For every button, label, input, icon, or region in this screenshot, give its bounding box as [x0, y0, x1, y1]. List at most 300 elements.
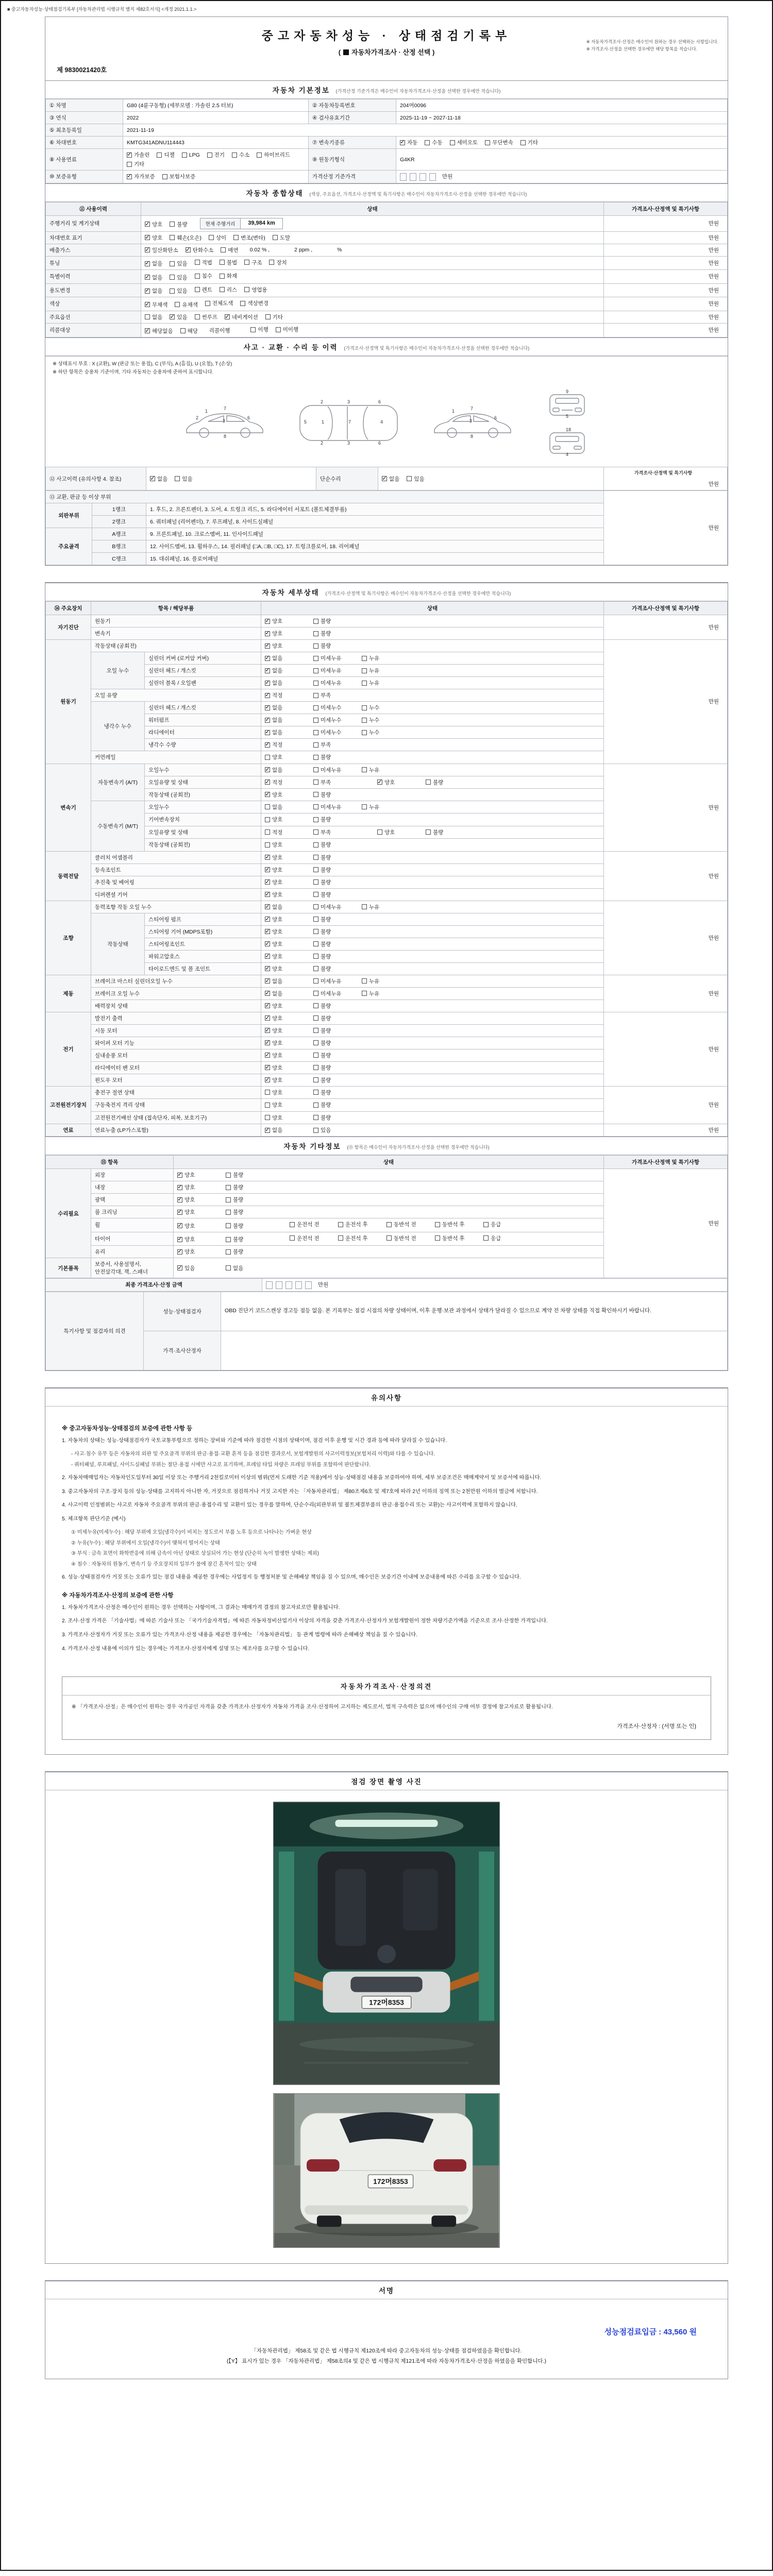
rank-items: 1. 후드, 2. 프론트펜더, 3. 도어, 4. 트렁크 리드, 5. 라디에이터 서포트 (볼트체결부품)	[146, 503, 604, 516]
checkbox-checked[interactable]	[145, 301, 167, 309]
device-item-state	[261, 1111, 604, 1124]
checkbox-unchecked[interactable]	[313, 1027, 359, 1035]
checkbox-box	[195, 314, 200, 319]
checkbox-checked[interactable]	[265, 878, 310, 886]
checkbox-unchecked[interactable]	[250, 326, 268, 333]
checkbox-unchecked[interactable]	[226, 1248, 271, 1256]
checkbox-unchecked[interactable]	[127, 160, 144, 168]
checkbox-unchecked[interactable]	[265, 803, 310, 811]
checkbox-box	[313, 1040, 318, 1045]
car-view-rr	[543, 426, 592, 459]
checkbox-checked[interactable]	[265, 654, 310, 662]
checkbox-unchecked[interactable]	[265, 816, 310, 823]
device-item-state	[261, 1037, 604, 1049]
device-group-label: 조향	[46, 901, 91, 975]
checkbox-label: 없음	[272, 717, 283, 723]
checkbox-unchecked[interactable]	[290, 1221, 335, 1228]
checkbox-unchecked[interactable]	[313, 753, 359, 761]
checkbox-group	[265, 1101, 362, 1109]
checkbox-box	[362, 681, 367, 686]
checkbox-unchecked[interactable]	[226, 1171, 271, 1179]
car-view-top	[296, 397, 401, 449]
device-item-label: 워터펌프	[145, 714, 261, 726]
checkbox-checked[interactable]	[265, 1027, 310, 1035]
checkbox-unchecked[interactable]	[175, 301, 197, 309]
checkbox-checked[interactable]	[265, 630, 310, 637]
checkbox-checked[interactable]	[170, 313, 187, 321]
checkbox-label: 네비게이션	[232, 314, 258, 320]
checkbox-unchecked[interactable]	[362, 728, 407, 736]
checkbox-unchecked[interactable]	[313, 716, 359, 724]
checkbox-unchecked[interactable]	[220, 259, 237, 266]
checkbox-unchecked[interactable]	[170, 274, 187, 281]
checkbox-unchecked[interactable]	[226, 1208, 271, 1216]
checkbox-group	[265, 766, 410, 774]
checkbox-unchecked[interactable]	[145, 313, 162, 321]
checkbox-checked[interactable]	[265, 854, 310, 861]
checkbox-unchecked[interactable]	[170, 260, 187, 267]
notice-subitem: - 사고·침수 유무 등은 자동차의 외판 및 주요골격 부위의 판금·용접·교환 흔적 등을 점검한 결과로서, 보험개발원의 사고이력정보(보험처리 이력)와 다를 수 있습니다.	[71, 1451, 435, 1458]
checkbox-label: 양호	[272, 1040, 283, 1046]
checkbox-unchecked[interactable]	[313, 953, 359, 960]
checkbox-unchecked[interactable]	[162, 173, 196, 180]
checkbox-unchecked[interactable]	[205, 299, 233, 307]
checkbox-checked[interactable]	[265, 903, 310, 911]
checkbox-unchecked[interactable]	[338, 1234, 383, 1242]
checkbox-box	[233, 235, 239, 240]
checkbox-box	[313, 1103, 318, 1108]
checkbox-unchecked[interactable]	[313, 940, 359, 948]
checkbox-unchecked[interactable]	[313, 1014, 359, 1022]
checkbox-unchecked[interactable]	[273, 234, 290, 242]
checkbox-group	[265, 1126, 362, 1134]
checkbox-box	[313, 941, 318, 946]
checkbox-label: 없음	[152, 274, 163, 281]
checkbox-box	[265, 817, 270, 822]
checkbox-label: 불량	[321, 754, 331, 760]
checkbox-unchecked[interactable]	[313, 1076, 359, 1084]
checkbox-unchecked[interactable]	[313, 1126, 359, 1134]
checkbox-unchecked[interactable]	[276, 326, 298, 333]
checkbox-box	[313, 792, 318, 797]
section-detail-title	[45, 583, 728, 601]
checkbox-checked[interactable]	[265, 766, 310, 774]
checkbox-box	[313, 1053, 318, 1058]
checkbox-checked[interactable]	[265, 1014, 310, 1022]
checkbox-label: 불량	[433, 779, 444, 786]
checkbox-unchecked[interactable]	[244, 259, 262, 266]
checkbox-unchecked[interactable]	[426, 828, 471, 836]
checkbox-label: 부족	[321, 779, 331, 786]
checkbox-unchecked[interactable]	[180, 327, 198, 335]
checkbox-box	[313, 855, 318, 860]
checkbox-label: 양호	[272, 1077, 283, 1083]
checkbox-group	[265, 903, 410, 911]
device-item-state	[261, 1061, 604, 1074]
checkbox-unchecked[interactable]	[313, 803, 359, 811]
checkbox-unchecked[interactable]	[362, 667, 407, 674]
device-item-label: 작동상태 (공회전)	[91, 640, 261, 652]
checkbox-unchecked[interactable]	[313, 1114, 359, 1122]
checkbox-unchecked[interactable]	[265, 1114, 310, 1122]
checkbox-unchecked[interactable]	[362, 990, 407, 997]
checkbox-label: 양호	[152, 234, 163, 241]
etc-item-state	[174, 1232, 604, 1246]
checkbox-unchecked[interactable]	[313, 1002, 359, 1010]
checkbox-checked[interactable]	[265, 1052, 310, 1059]
checkbox-label: 양호	[272, 1089, 283, 1096]
checkbox-checked[interactable]	[265, 990, 310, 997]
checkbox-unchecked[interactable]	[182, 152, 200, 158]
checkbox-label: 양호	[184, 1184, 195, 1191]
checkbox-label: 없음	[272, 668, 283, 674]
rank-items: 9. 프론트패널, 10. 크로스멤버, 11. 인사이드패널	[146, 528, 604, 540]
checkbox-unchecked[interactable]	[313, 1052, 359, 1059]
checkbox-checked[interactable]	[150, 475, 167, 483]
checkbox-checked[interactable]	[145, 221, 162, 228]
checkbox-unchecked[interactable]	[313, 667, 359, 674]
device-item-state	[261, 714, 604, 726]
notice-item: 3. 중고자동차의 구조·장치 등의 성능·상태를 고지하지 아니한 자, 거짓으로 점검하거나 거짓 고지한 자는 「자동차관리법」 제80조제6호 및 제7호에 따라 2년 이하의 징역 또는 2천만원 이하의 벌금에 처합니다.	[62, 1488, 538, 1495]
table-row	[46, 137, 728, 149]
checkbox-unchecked[interactable]	[244, 286, 267, 294]
checkbox-box: ✓	[265, 903, 270, 910]
device-item-state	[261, 839, 604, 852]
checkbox-unchecked[interactable]	[407, 475, 424, 483]
document-header	[45, 17, 728, 80]
checkbox-label: 화재	[226, 273, 238, 280]
checkbox-checked[interactable]	[265, 1064, 310, 1072]
checkbox-unchecked[interactable]	[257, 151, 290, 159]
checkbox-unchecked[interactable]	[313, 1101, 359, 1109]
checkbox-group	[265, 1064, 362, 1072]
checkbox-box: ✓	[265, 1076, 270, 1083]
checkbox-box	[338, 1235, 343, 1241]
checkbox-unchecked[interactable]	[265, 1089, 310, 1096]
etc-col-state: 상태	[174, 1156, 604, 1169]
checkbox-checked[interactable]	[265, 1039, 310, 1047]
checkbox-checked[interactable]	[145, 260, 162, 267]
checkbox-unchecked[interactable]	[483, 1221, 529, 1228]
checkbox-group	[195, 272, 245, 280]
digit-box	[276, 1281, 282, 1289]
checkbox-unchecked[interactable]	[265, 828, 310, 836]
checkbox-group	[265, 617, 362, 625]
checkbox-checked[interactable]	[145, 274, 162, 281]
checkbox-box: ✓	[265, 1002, 270, 1009]
checkbox-checked[interactable]	[265, 667, 310, 674]
checkbox-checked[interactable]	[265, 940, 310, 948]
checkbox-label: 영업용	[251, 286, 267, 293]
checkbox-box	[313, 631, 318, 636]
checkbox-box	[265, 755, 270, 760]
checkbox-checked[interactable]	[265, 704, 310, 711]
device-item-state	[261, 901, 604, 913]
checkbox-unchecked[interactable]	[485, 139, 513, 146]
checkbox-unchecked[interactable]	[313, 766, 359, 774]
checkbox-unchecked[interactable]	[265, 841, 310, 849]
exchange-header-row	[46, 491, 728, 503]
checkbox-group	[145, 287, 195, 295]
checkbox-checked[interactable]	[382, 475, 399, 483]
checkbox-unchecked[interactable]	[313, 878, 359, 886]
checkbox-checked[interactable]	[265, 642, 310, 650]
checkbox-unchecked[interactable]	[265, 1101, 310, 1109]
detail-title-text: 자동차 세부상태	[262, 589, 320, 597]
checkbox-unchecked[interactable]	[226, 1222, 271, 1230]
checkbox-unchecked[interactable]	[313, 916, 359, 923]
checkbox-unchecked[interactable]	[313, 728, 359, 736]
device-item-label: 스티어링 기어 (MDPS포함)	[145, 925, 261, 938]
checkbox-box	[157, 152, 162, 158]
paren-open: (	[338, 48, 341, 56]
checkbox-unchecked[interactable]	[265, 313, 283, 321]
checkbox-unchecked[interactable]	[313, 1064, 359, 1072]
checkbox-checked[interactable]	[127, 151, 149, 159]
checkbox-label: 무단변속	[492, 140, 513, 146]
checkbox-unchecked[interactable]	[362, 716, 407, 724]
checkbox-checked[interactable]	[145, 234, 162, 242]
checkbox-unchecked[interactable]	[362, 704, 407, 711]
digit-box	[295, 1281, 302, 1289]
checkbox-checked[interactable]	[177, 1208, 223, 1216]
checkbox-unchecked[interactable]	[232, 151, 249, 159]
checkbox-checked[interactable]	[177, 1183, 223, 1191]
checkbox-unchecked[interactable]	[313, 990, 359, 997]
checkbox-box	[386, 1235, 392, 1241]
checkbox-checked[interactable]	[177, 1264, 223, 1272]
price-cell: 만원	[604, 764, 728, 851]
checkbox-checked[interactable]	[145, 327, 173, 335]
checkbox-checked[interactable]	[265, 778, 310, 786]
checkbox-checked[interactable]	[177, 1171, 223, 1179]
checkbox-unchecked[interactable]	[313, 778, 359, 786]
device-item-label: 라디에이터	[145, 726, 261, 739]
checkbox-checked[interactable]	[265, 791, 310, 799]
checkbox-checked[interactable]	[145, 287, 162, 295]
checkbox-checked[interactable]	[265, 617, 310, 625]
panel-number: 18	[566, 427, 572, 432]
checkbox-label: 불량	[321, 631, 331, 637]
checkbox-box: ✓	[145, 221, 150, 227]
checkbox-checked[interactable]	[265, 1126, 310, 1134]
checkbox-label: 불량	[321, 1089, 331, 1096]
checkbox-unchecked[interactable]	[313, 1089, 359, 1096]
checkbox-unchecked[interactable]	[425, 139, 442, 146]
checkbox-checked[interactable]	[265, 1076, 310, 1084]
checkbox-checked[interactable]	[265, 691, 310, 699]
checkbox-label: 적정	[272, 692, 283, 699]
accident-history-state	[146, 467, 316, 490]
checkbox-unchecked[interactable]	[483, 1234, 529, 1242]
checkbox-unchecked[interactable]	[426, 778, 471, 786]
checkbox-unchecked[interactable]	[313, 854, 359, 861]
checkbox-box: ✓	[145, 301, 150, 308]
exchange-label: ⑬ 교환, 판금 등 이상 부위	[46, 491, 604, 503]
checkbox-checked[interactable]	[177, 1222, 223, 1230]
ranks-body	[46, 491, 728, 565]
checkbox-unchecked[interactable]	[435, 1221, 480, 1228]
checkbox-unchecked[interactable]	[226, 1183, 271, 1191]
checkbox-label: 양호	[272, 879, 283, 886]
device-item-label: 파워고압호스	[145, 950, 261, 962]
checkbox-unchecked[interactable]	[170, 287, 187, 295]
checkbox-unchecked[interactable]	[313, 630, 359, 637]
checkbox-label: 양호	[272, 941, 283, 947]
checkbox-unchecked[interactable]	[269, 259, 287, 266]
checkbox-unchecked[interactable]	[290, 1234, 335, 1242]
checkbox-unchecked[interactable]	[195, 313, 217, 321]
checkbox-unchecked[interactable]	[313, 891, 359, 899]
checkbox-checked[interactable]	[265, 866, 310, 874]
checkbox-group	[205, 299, 276, 307]
price-opinion-box	[62, 1676, 711, 1740]
checkbox-unchecked[interactable]	[226, 1196, 271, 1204]
checkbox-label: 동반석 전	[394, 1235, 416, 1242]
checkbox-checked[interactable]	[145, 246, 178, 254]
checkbox-unchecked[interactable]	[362, 654, 407, 662]
checkbox-unchecked[interactable]	[170, 221, 187, 228]
checkbox-unchecked[interactable]	[313, 791, 359, 799]
checkbox-unchecked[interactable]	[313, 928, 359, 936]
checkbox-unchecked[interactable]	[195, 286, 212, 294]
checkbox-checked[interactable]	[177, 1196, 223, 1204]
checkbox-checked[interactable]	[225, 313, 258, 321]
checkbox-unchecked[interactable]	[313, 1039, 359, 1047]
checkbox-box	[313, 1090, 318, 1095]
checkbox-unchecked[interactable]	[226, 1264, 271, 1272]
checkbox-unchecked[interactable]	[265, 753, 310, 761]
checkbox-checked[interactable]	[265, 1002, 310, 1010]
checkbox-checked[interactable]	[127, 173, 155, 180]
checkbox-box	[240, 301, 245, 306]
checkbox-unchecked[interactable]	[313, 654, 359, 662]
checkbox-unchecked[interactable]	[362, 803, 407, 811]
checkbox-unchecked[interactable]	[313, 965, 359, 973]
etc-item-label: 외장	[91, 1169, 174, 1181]
checkbox-unchecked[interactable]	[313, 704, 359, 711]
checkbox-unchecked[interactable]	[220, 286, 237, 294]
panel-number: 3	[347, 440, 350, 446]
section-photos-title	[45, 1772, 728, 1790]
checkbox-unchecked[interactable]	[313, 977, 359, 985]
checkbox-unchecked[interactable]	[313, 841, 359, 849]
checkbox-unchecked[interactable]	[313, 866, 359, 874]
checkbox-unchecked[interactable]	[362, 977, 407, 985]
checkbox-checked[interactable]	[377, 778, 423, 786]
checkbox-unchecked[interactable]	[386, 1221, 432, 1228]
checkbox-label: 운전석 후	[345, 1235, 368, 1242]
checkbox-checked[interactable]	[177, 1235, 223, 1243]
checkbox-unchecked[interactable]	[207, 151, 225, 159]
checkbox-unchecked[interactable]	[226, 1235, 271, 1243]
detail-col-device: ⑭ 주요장치	[46, 602, 91, 615]
checkbox-unchecked[interactable]	[240, 299, 268, 307]
checkbox-checked[interactable]	[265, 728, 310, 736]
checkbox-unchecked[interactable]	[338, 1221, 383, 1228]
warranty-type-label: ⑩ 보증유형	[46, 171, 123, 183]
checkbox-checked[interactable]	[265, 679, 310, 687]
inspection-period-label: ④ 검사유효기간	[309, 112, 396, 124]
checkbox-unchecked[interactable]	[386, 1234, 432, 1242]
accident-history-label: ⑫ 사고이력 (유의사항 4. 참조)	[46, 467, 146, 490]
checkbox-checked[interactable]	[265, 891, 310, 899]
checkbox-unchecked[interactable]	[362, 766, 407, 774]
checkbox-unchecked[interactable]	[313, 691, 359, 699]
checkbox-unchecked[interactable]	[195, 259, 212, 266]
checkbox-unchecked[interactable]	[362, 903, 407, 911]
checkbox-label: 양호	[272, 965, 283, 972]
price-option-checkbox[interactable]	[343, 49, 349, 55]
checkbox-unchecked[interactable]	[157, 151, 174, 159]
checkbox-box	[313, 643, 318, 649]
checkbox-label: 양호	[184, 1172, 195, 1178]
checkbox-group	[265, 891, 362, 899]
checkbox-unchecked[interactable]	[435, 1234, 480, 1242]
legal-line-1: 「자동차관리법」 제58조 및 같은 법 시행규칙 제120조에 따라 중고자동차의 성능·상태를 점검하였음을 확인합니다.	[251, 2347, 522, 2354]
car-submodel-text: (세부모델 : 가솔린 2.5 터보)	[167, 103, 233, 109]
checkbox-box	[313, 656, 318, 661]
checkbox-unchecked[interactable]	[220, 272, 237, 280]
checkbox-label: 디젤	[164, 152, 175, 158]
checkbox-box	[435, 1222, 440, 1227]
checkbox-unchecked[interactable]	[450, 139, 478, 146]
checkbox-checked[interactable]	[177, 1248, 223, 1256]
checkbox-group	[265, 1027, 362, 1035]
device-item-state	[261, 702, 604, 714]
checkbox-checked[interactable]	[400, 139, 417, 146]
checkbox-unchecked[interactable]	[170, 234, 201, 242]
checkbox-checked[interactable]	[265, 916, 310, 923]
checkbox-label: 없음	[233, 1265, 244, 1272]
checkbox-checked[interactable]	[265, 965, 310, 973]
checkbox-unchecked[interactable]	[362, 679, 407, 687]
notice-subitem: ④ 침수 : 자동차의 원동기, 변속기 등 주요장치의 일부가 물에 잠긴 흔적이 있는 상태	[71, 1561, 257, 1567]
panel-number: 4	[566, 452, 569, 457]
checkbox-box: ✓	[382, 475, 387, 482]
checkbox-unchecked[interactable]	[313, 617, 359, 625]
checkbox-box	[362, 978, 367, 984]
checkbox-checked[interactable]	[265, 977, 310, 985]
checkbox-unchecked[interactable]	[520, 139, 538, 146]
checkbox-checked[interactable]	[265, 953, 310, 960]
checkbox-checked[interactable]	[186, 246, 214, 254]
checkbox-label: 미세누수	[321, 717, 342, 723]
checkbox-box	[426, 829, 431, 835]
checkbox-unchecked[interactable]	[313, 679, 359, 687]
checkbox-checked[interactable]	[265, 716, 310, 724]
checkbox-checked[interactable]	[265, 928, 310, 936]
checkbox-unchecked[interactable]	[175, 475, 192, 483]
usage-item-label: 색상	[46, 297, 141, 311]
checkbox-unchecked[interactable]	[221, 246, 238, 254]
checkbox-unchecked[interactable]	[313, 741, 359, 749]
checkbox-unchecked[interactable]	[209, 234, 226, 242]
checkbox-unchecked[interactable]	[313, 816, 359, 823]
checkbox-unchecked[interactable]	[195, 272, 212, 280]
checkbox-unchecked[interactable]	[313, 642, 359, 650]
device-item-state	[261, 888, 604, 901]
checkbox-checked[interactable]	[265, 741, 310, 749]
checkbox-label: 양호	[272, 1064, 283, 1071]
checkbox-unchecked[interactable]	[313, 903, 359, 911]
checkbox-group	[265, 679, 410, 687]
checkbox-unchecked[interactable]	[377, 828, 423, 836]
device-item-state	[261, 764, 604, 776]
checkbox-unchecked[interactable]	[233, 234, 265, 242]
checkbox-box	[313, 1003, 318, 1008]
checkbox-unchecked[interactable]	[313, 828, 359, 836]
